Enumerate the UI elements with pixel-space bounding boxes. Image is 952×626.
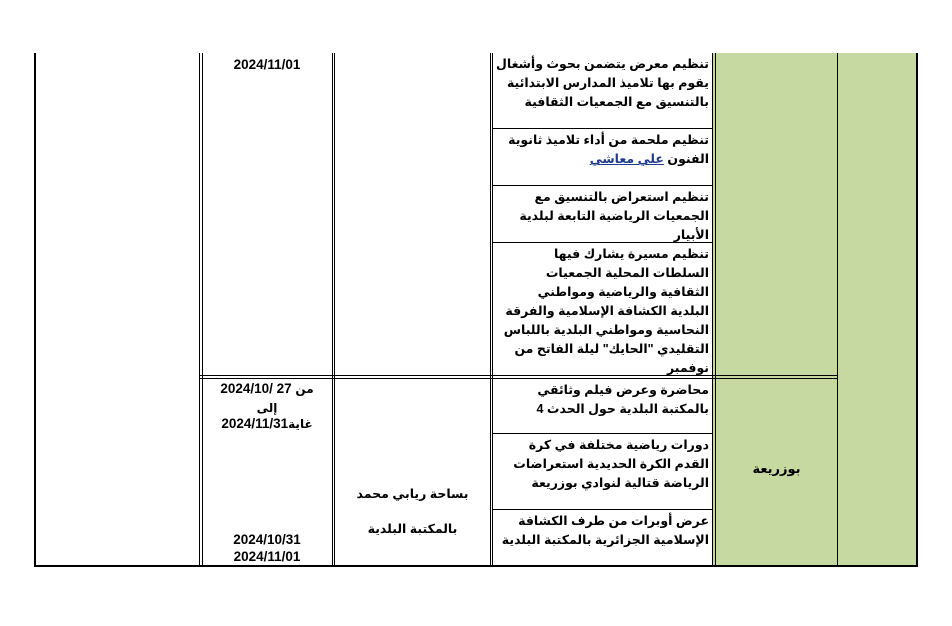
table-vline-inner bbox=[202, 53, 203, 567]
date-to-line bbox=[203, 416, 331, 431]
date-from-prefix: من bbox=[295, 382, 314, 396]
activity-text: عرض أوبرات من طرف الكشافة الإسلامية الجزائرية بالمكتبة البلدية bbox=[501, 514, 709, 547]
row-separator bbox=[492, 433, 713, 434]
table-vline bbox=[837, 53, 838, 567]
date-group1: 2024/11/01 bbox=[233, 57, 301, 72]
table-border-left bbox=[34, 53, 36, 567]
place-line2: بالمكتبة البلدية bbox=[367, 522, 458, 536]
date-to-word: إلى bbox=[256, 401, 278, 415]
table-vline bbox=[332, 53, 333, 567]
date-from: 2024/10/ 27 bbox=[220, 381, 292, 396]
table-border-right bbox=[916, 53, 918, 567]
commune-name: بوزريعة bbox=[752, 461, 801, 476]
row-separator bbox=[492, 509, 713, 510]
activity-link[interactable]: علي معاشي bbox=[589, 152, 664, 166]
table-vline bbox=[490, 53, 491, 567]
table-vline bbox=[199, 53, 200, 567]
place-line1: بساحة ريابي محمد bbox=[356, 487, 469, 501]
wilaya-cell bbox=[838, 53, 917, 566]
table-vline bbox=[712, 53, 713, 567]
activity-text: تنظيم مسيرة يشارك فيها السلطات المحلية الجمعيات الثقافية والرياضية ومواطني البلدية الكشافة الإسلامية والفرقة النحاسية ومواطني البلدية باللباس التقليدي "الحايك" ليلة الفاتح من نوفمبر bbox=[503, 247, 709, 375]
row-separator bbox=[492, 185, 713, 186]
activity-text: تنظيم معرض يتضمن بحوث وأشغال يقوم بها تلاميذ المدارس الابتدائية بالتنسيق مع الجمعيات الثقافية bbox=[496, 57, 709, 109]
activity-text: دورات رياضية مختلفة في كرة القدم الكرة الحديدية استعراضات الرياضة قتالية لنوادي بوزريعة bbox=[513, 438, 709, 490]
date-from-line bbox=[203, 381, 331, 396]
activity-text-part: تنظيم ملحمة من أداء تلاميذ ثانوية الفنون bbox=[508, 133, 709, 166]
row-separator bbox=[492, 128, 713, 129]
date-to: 2024/11/31 bbox=[221, 416, 289, 431]
date-b: 2024/11/01 bbox=[233, 549, 301, 564]
table-vline-inner bbox=[715, 53, 716, 567]
table-vline-inner bbox=[492, 53, 493, 567]
table-border-bottom bbox=[34, 565, 918, 567]
commune-cell-group1 bbox=[713, 53, 838, 377]
activity-text: تنظيم استعراض بالتنسيق مع الجمعيات الرياضية التابعة لبلدية الأبيار bbox=[519, 190, 709, 242]
activity-text: محاضرة وعرض فيلم وثائقي بالمكتبة البلدية حول الحدث 4 bbox=[536, 383, 709, 416]
date-to-prefix: غاية bbox=[288, 417, 313, 431]
group-separator bbox=[199, 378, 838, 379]
activity-text bbox=[496, 131, 709, 169]
date-a: 2024/10/31 bbox=[233, 532, 301, 547]
